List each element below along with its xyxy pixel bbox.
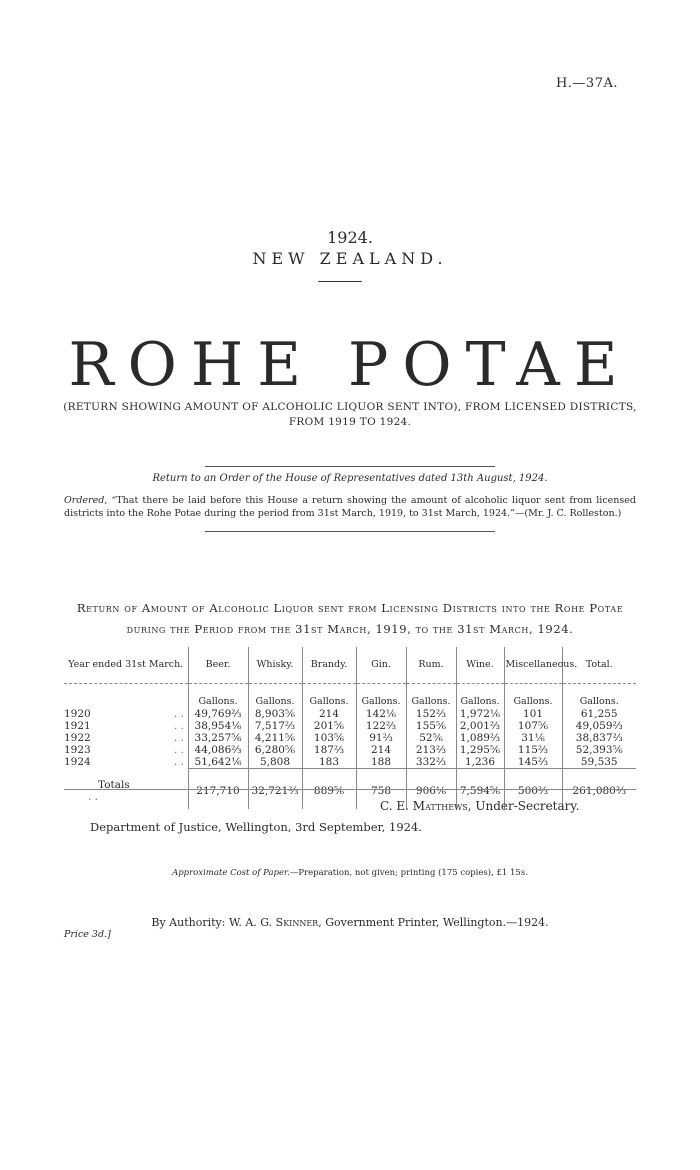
cell-rum: 52⅚ — [406, 732, 456, 744]
total-beer: 217,710 — [188, 769, 248, 809]
cell-total: 49,059⅔ — [562, 720, 636, 732]
cell-rum: 332⅔ — [406, 756, 456, 769]
country-heading: NEW ZEALAND. — [252, 249, 448, 268]
row-year: 1924 — [64, 756, 91, 769]
cell-whisky: 6,280⅚ — [248, 744, 302, 756]
return-order-line: Return to an Order of the House of Representatives dated 13th August, 1924. — [152, 473, 548, 484]
cell-total: 38,837⅔ — [562, 732, 636, 744]
leader-dots: . . — [173, 732, 184, 744]
col-header-miscellaneous: Miscellaneous. — [504, 647, 562, 684]
unit-label: Gallons. — [504, 684, 562, 709]
order-rule-top — [205, 466, 495, 467]
cost-label: Approximate Cost of Paper. — [172, 868, 290, 878]
total-brandy: 889⅚ — [302, 769, 356, 809]
cell-brandy: 103⅚ — [302, 732, 356, 744]
cell-rum: 152⅔ — [406, 708, 456, 720]
cost-note — [0, 868, 700, 878]
row-year: 1920 — [64, 708, 91, 720]
table-heading: Return of Amount of Alcoholic Liquor sent from Licensing Districts into the Rohe Potae during the Period from the 31st March, 1919, to the 31st March, 1924. — [76, 601, 624, 636]
col-header-beer: Beer. — [188, 647, 248, 684]
col-header-gin: Gin. — [356, 647, 406, 684]
cell-gin: 188 — [356, 756, 406, 769]
unit-label: Gallons. — [456, 684, 504, 709]
ordered-paragraph — [64, 494, 636, 520]
cell-rum: 155⅚ — [406, 720, 456, 732]
total-rum: 906⅙ — [406, 769, 456, 809]
total-wine: 7,594⅚ — [456, 769, 504, 809]
totals-label: Totals — [98, 779, 130, 791]
cell-brandy: 183 — [302, 756, 356, 769]
row-year: 1923 — [64, 744, 91, 756]
cell-wine: 1,972⅙ — [456, 708, 504, 720]
liquor-table-wrapper — [64, 647, 636, 809]
leader-dots: . . — [87, 791, 98, 803]
unit-label: Gallons. — [188, 684, 248, 709]
col-header-rum: Rum. — [406, 647, 456, 684]
units-row — [64, 684, 636, 709]
cell-whisky: 7,517⅔ — [248, 720, 302, 732]
ordered-text: “That there be laid before this House a return showing the amount of alcoholic liquor sent from licensed districts into the Rohe Potae during the period from 31st March, 1919, to 31st March, 1924.”—(Mr. J. C. Rolleston.) — [64, 495, 636, 519]
cell-beer: 49,769⅔ — [188, 708, 248, 720]
authority-suffix: , Government Printer, Wellington.—1924. — [318, 916, 549, 929]
unit-label: Gallons. — [356, 684, 406, 709]
cell-gin: 214 — [356, 744, 406, 756]
cell-beer: 51,642⅙ — [188, 756, 248, 769]
table-row — [64, 744, 636, 756]
cell-wine: 2,001⅔ — [456, 720, 504, 732]
total-miscellaneous: 500⅔ — [504, 769, 562, 809]
report-reference: H.—37A. — [555, 76, 618, 91]
cell-miscellaneous: 115⅔ — [504, 744, 562, 756]
cell-miscellaneous: 101 — [504, 708, 562, 720]
col-header-brandy: Brandy. — [302, 647, 356, 684]
authority-prefix: By Authority: — [151, 916, 229, 929]
ordered-prefix: Ordered, — [64, 495, 108, 506]
page-title: ROHE POTAE — [68, 330, 632, 400]
col-header-whisky: Whisky. — [248, 647, 302, 684]
table-row — [64, 756, 636, 769]
col-header-year: Year ended 31st March. — [68, 659, 184, 670]
signatory-title: , Under-Secretary. — [467, 799, 580, 813]
total-grand: 261,080⅔ — [562, 769, 636, 809]
leader-dots: . . — [173, 756, 184, 769]
cell-total: 52,393⅚ — [562, 744, 636, 756]
cell-beer: 38,954⅙ — [188, 720, 248, 732]
table-row — [64, 720, 636, 732]
leader-dots: . . — [173, 708, 184, 720]
table-row — [64, 708, 636, 720]
row-year: 1921 — [64, 720, 91, 732]
cell-miscellaneous: 107⅚ — [504, 720, 562, 732]
unit-label: Gallons. — [302, 684, 356, 709]
cell-whisky: 4,211⅚ — [248, 732, 302, 744]
cell-wine: 1,236 — [456, 756, 504, 769]
col-header-wine: Wine. — [456, 647, 504, 684]
col-header-total: Total. — [562, 647, 636, 684]
cost-text: —Preparation, not given; printing (175 copies), £1 15s. — [289, 868, 528, 878]
cell-brandy: 201⅚ — [302, 720, 356, 732]
cell-wine: 1,089⅔ — [456, 732, 504, 744]
table-row — [64, 732, 636, 744]
leader-dots: . . — [173, 744, 184, 756]
unit-label: Gallons. — [406, 684, 456, 709]
leader-dots: . . — [173, 720, 184, 732]
cell-gin: 91⅔ — [356, 732, 406, 744]
cell-miscellaneous: 145⅔ — [504, 756, 562, 769]
cell-total: 59,535 — [562, 756, 636, 769]
liquor-table — [64, 647, 636, 809]
cell-brandy: 214 — [302, 708, 356, 720]
total-gin: 758 — [356, 769, 406, 809]
unit-label: Gallons. — [562, 684, 636, 709]
title-divider — [318, 281, 362, 282]
printer-name: W. A. G. Skinner — [228, 916, 319, 929]
cell-gin: 142⅙ — [356, 708, 406, 720]
cell-rum: 213⅔ — [406, 744, 456, 756]
cell-brandy: 187⅔ — [302, 744, 356, 756]
price-note: Price 3d.] — [64, 929, 111, 940]
cell-wine: 1,295⅚ — [456, 744, 504, 756]
department-line: Department of Justice, Wellington, 3rd September, 1924. — [90, 820, 422, 834]
publication-year: 1924. — [327, 228, 373, 247]
cell-miscellaneous: 31⅙ — [504, 732, 562, 744]
cell-whisky: 5,808 — [248, 756, 302, 769]
signature-line — [380, 799, 579, 813]
cell-beer: 44,086⅔ — [188, 744, 248, 756]
row-year: 1922 — [64, 732, 91, 744]
cell-beer: 33,257⅚ — [188, 732, 248, 744]
authority-line — [0, 916, 700, 929]
cell-gin: 122⅔ — [356, 720, 406, 732]
cell-whisky: 8,903⅚ — [248, 708, 302, 720]
order-rule-bottom — [205, 531, 495, 532]
signatory-name: C. E. Matthews — [380, 799, 468, 813]
page-subtitle: (RETURN SHOWING AMOUNT OF ALCOHOLIC LIQUOR SENT INTO), FROM LICENSED DISTRICTS, FROM 1919 TO 1924. — [63, 401, 637, 428]
unit-label: Gallons. — [248, 684, 302, 709]
total-whisky: 32,721⅔ — [248, 769, 302, 809]
cell-total: 61,255 — [562, 708, 636, 720]
table-bottom-rule — [64, 789, 636, 790]
table-header-row — [64, 647, 636, 684]
